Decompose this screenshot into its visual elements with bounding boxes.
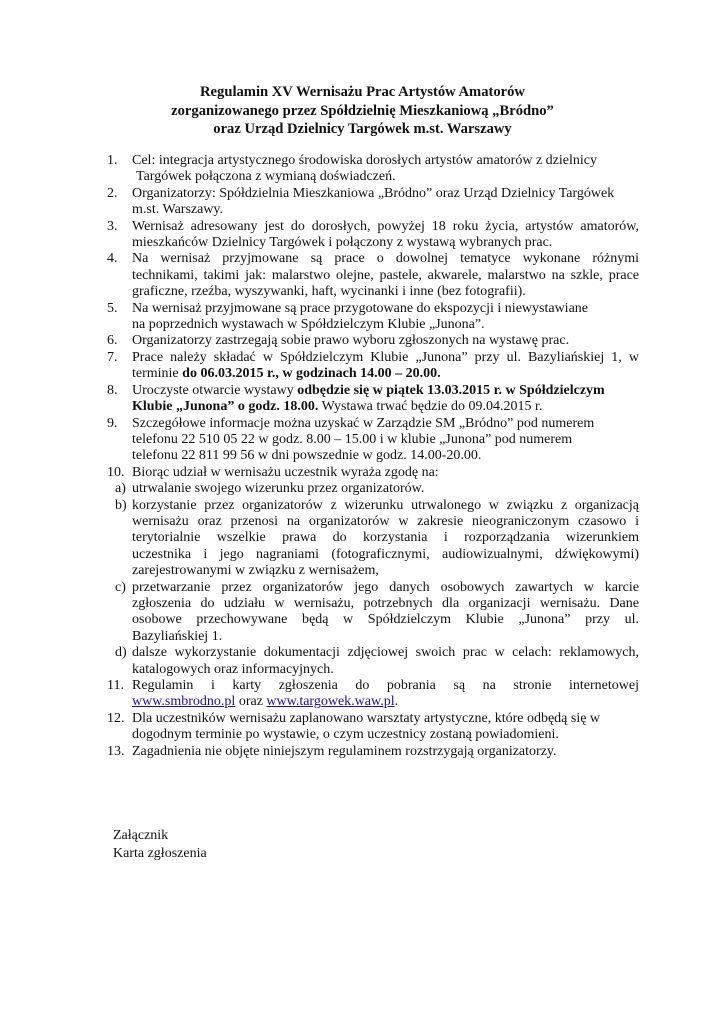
text-run: . [394, 694, 399, 710]
item-text-line [132, 694, 639, 710]
item-number: 5. [107, 300, 118, 316]
title-line: zorganizowanego przez Spółdzielnię Mieszkaniową „Bródno” [171, 102, 554, 119]
bold-opening-time: Klubie „Junona” o godz. 18.00. [132, 399, 319, 415]
bold-opening-date: odbędzie się w piątek 13.03.2015 r. w Spółdzielczym [297, 382, 605, 398]
item-number: 1. [107, 153, 118, 168]
list-item-10 [107, 465, 639, 481]
targowek-link[interactable]: www.targowek.waw.pl [266, 694, 395, 710]
bold-deadline: do 06.03.2015 r., w godzinach 14.00 – 20.00. [182, 366, 441, 382]
list-item-6 [107, 333, 639, 349]
subitem-c [107, 580, 639, 646]
item-text-line: Na wernisaż przyjmowane są prace przygotowane do ekspozycji i niewystawiane [132, 300, 588, 316]
item-text-line: Zagadnienia nie objęte niniejszym regulaminem rozstrzygają organizatorzy. [132, 743, 557, 759]
item-text-line: utrwalanie swojego wizerunku przez organizatorów. [132, 481, 425, 497]
item-text-line: dalsze wykorzystanie dokumentacji zdjęciowej swoich prac w celach: reklamowych, [132, 645, 639, 661]
text-run: Wystawa trwać będzie do 09.04.2015 r. [318, 399, 543, 415]
item-text-line: Cel: integracja artystycznego środowiska dorosłych artystów amatorów z dzielnicy [132, 153, 597, 168]
item-text-line: Bazyliańskiej 1. [132, 628, 223, 644]
item-text-line: technikami, takimi jak: malarstwo olejne, pastele, akwarele, malarstwo na szkle, prace [132, 267, 639, 283]
item-text-line: graficzne, rzeźba, wyszywanki, haft, wycinanki i inne (bez fotografii). [132, 284, 526, 300]
item-text-line [132, 366, 639, 382]
item-number: 13. [107, 743, 125, 759]
list-item-2 [107, 186, 639, 219]
item-text-line: telefonu 22 811 99 56 w dni powszednie w godz. 14.00-20.00. [132, 448, 482, 464]
item-text-line: Organizatorzy zastrzegają sobie prawo wyboru zgłoszonych na wystawę prac. [132, 333, 570, 349]
list-item-13 [107, 744, 639, 760]
title-line: oraz Urząd Dzielnicy Targówek m.st. Warszawy [213, 121, 512, 138]
item-text-line: mieszkańców Dzielnicy Targówek i połączony z wystawą wybranych prac. [132, 235, 553, 251]
text-run: oraz [235, 694, 267, 710]
item-text-line: m.st. Warszawy. [132, 202, 224, 218]
item-number: 2. [107, 185, 118, 201]
item-text-line: zarejestrowanymi w związku z wernisażem, [132, 563, 379, 579]
item-number: 10. [107, 464, 125, 480]
item-text-line: telefonu 22 510 05 22 w godz. 8.00 – 15.00 i w klubie „Junona” pod numerem [132, 431, 573, 447]
item-text-line: dogodnym terminie po wystawie, o czym uczestnicy zostaną powiadomieni. [132, 727, 559, 743]
subitem-letter: c) [115, 579, 126, 595]
subitem-a [107, 481, 639, 497]
subitem-d [107, 645, 639, 678]
list-item-8 [107, 383, 639, 416]
title-line: Regulamin XV Wernisażu Prac Artystów Amatorów [200, 84, 525, 100]
regulations-list [107, 153, 639, 760]
list-item-3 [107, 219, 639, 252]
list-item-9 [107, 416, 639, 465]
list-item-5 [107, 301, 639, 334]
list-item-11 [107, 678, 639, 711]
list-item-4 [107, 251, 639, 300]
item-number: 6. [107, 333, 118, 349]
subitem-letter: d) [115, 645, 127, 661]
attachment-note [113, 827, 207, 863]
item-text-line: wernisażu oraz przenosi na organizatorów w zakresie nieograniczonym czasowo i [132, 513, 639, 529]
list-item-7 [107, 350, 639, 383]
item-text-line: przetwarzanie przez organizatorów jego danych osobowych zawartych w karcie [132, 579, 639, 595]
item-text-line: terytorialnie wszelkie prawa do korzystania i rozporządzania wizerunkiem [132, 530, 639, 546]
item-text-line: uczestnika i jego nagraniami (fotograficznymi, audiowizualnymi, dźwiękowymi) [132, 546, 639, 562]
item-text-line [132, 399, 639, 415]
item-text-line: zgłoszenia do udziału w wernisażu, potrzebnych dla organizacji wernisażu. Dane [132, 595, 639, 611]
item-number: 9. [107, 415, 118, 431]
text-run: Uroczyste otwarcie wystawy [132, 382, 298, 398]
item-text-line: Wernisaż adresowany jest do dorosłych, powyżej 18 roku życia, artystów amatorów, [132, 218, 639, 234]
item-text-line: katalogowych oraz informacyjnych. [132, 661, 334, 677]
text-run: terminie [132, 366, 183, 382]
item-text-line: Prace należy składać w Spółdzielczym Klubie „Junona” przy ul. Bazyliańskiej 1, w [132, 349, 639, 365]
list-item-12 [107, 711, 639, 744]
document-title [0, 83, 725, 139]
subitem-letter: b) [115, 497, 127, 513]
item-text-line: korzystanie przez organizatorów z wizerunku utrwalonego w związku z organizacją [132, 497, 639, 513]
item-text-line: Szczegółowe informacje można uzyskać w Zarządzie SM „Bródno” pod numerem [132, 415, 595, 431]
item-text-line: Na wernisaż przyjmowane są prace o dowolnej tematyce wykonane różnymi [132, 251, 639, 267]
item-text-line: Biorąc udział w wernisażu uczestnik wyraża zgodę na: [132, 464, 439, 480]
list-item-1 [107, 153, 639, 186]
item-text-line [132, 383, 639, 399]
item-number: 8. [107, 382, 118, 398]
item-text-line: osobowe przechowywane będą w Spółdzielczym Klubie „Junona” przy ul. [132, 612, 639, 628]
smbrodno-link[interactable]: www.smbrodno.pl [132, 694, 236, 710]
item-number: 11. [107, 678, 124, 693]
item-text-line: Dla uczestników wernisażu zaplanowano warsztaty artystyczne, które odbędą się w [132, 710, 601, 726]
item-text-line: Organizatorzy: Spółdzielnia Mieszkaniowa „Bródno” oraz Urząd Dzielnicy Targówek [132, 185, 615, 201]
attachment-label: Załącznik [113, 828, 169, 843]
attachment-form-name: Karta zgłoszenia [113, 846, 207, 861]
subitem-b [107, 498, 639, 580]
item-number: 3. [107, 218, 118, 234]
item-text-line: na poprzednich wystawach w Spółdzielczym Klubie „Junona”. [132, 317, 485, 333]
subitem-letter: a) [115, 481, 126, 497]
item-number: 7. [107, 349, 118, 365]
item-number: 4. [107, 251, 118, 267]
item-text-line: Regulamin i karty zgłoszenia do pobrania są na stronie internetowej [132, 678, 639, 693]
item-text-line: Targówek połączona z wymianą doświadczeń. [136, 169, 396, 185]
item-number: 12. [107, 710, 125, 726]
